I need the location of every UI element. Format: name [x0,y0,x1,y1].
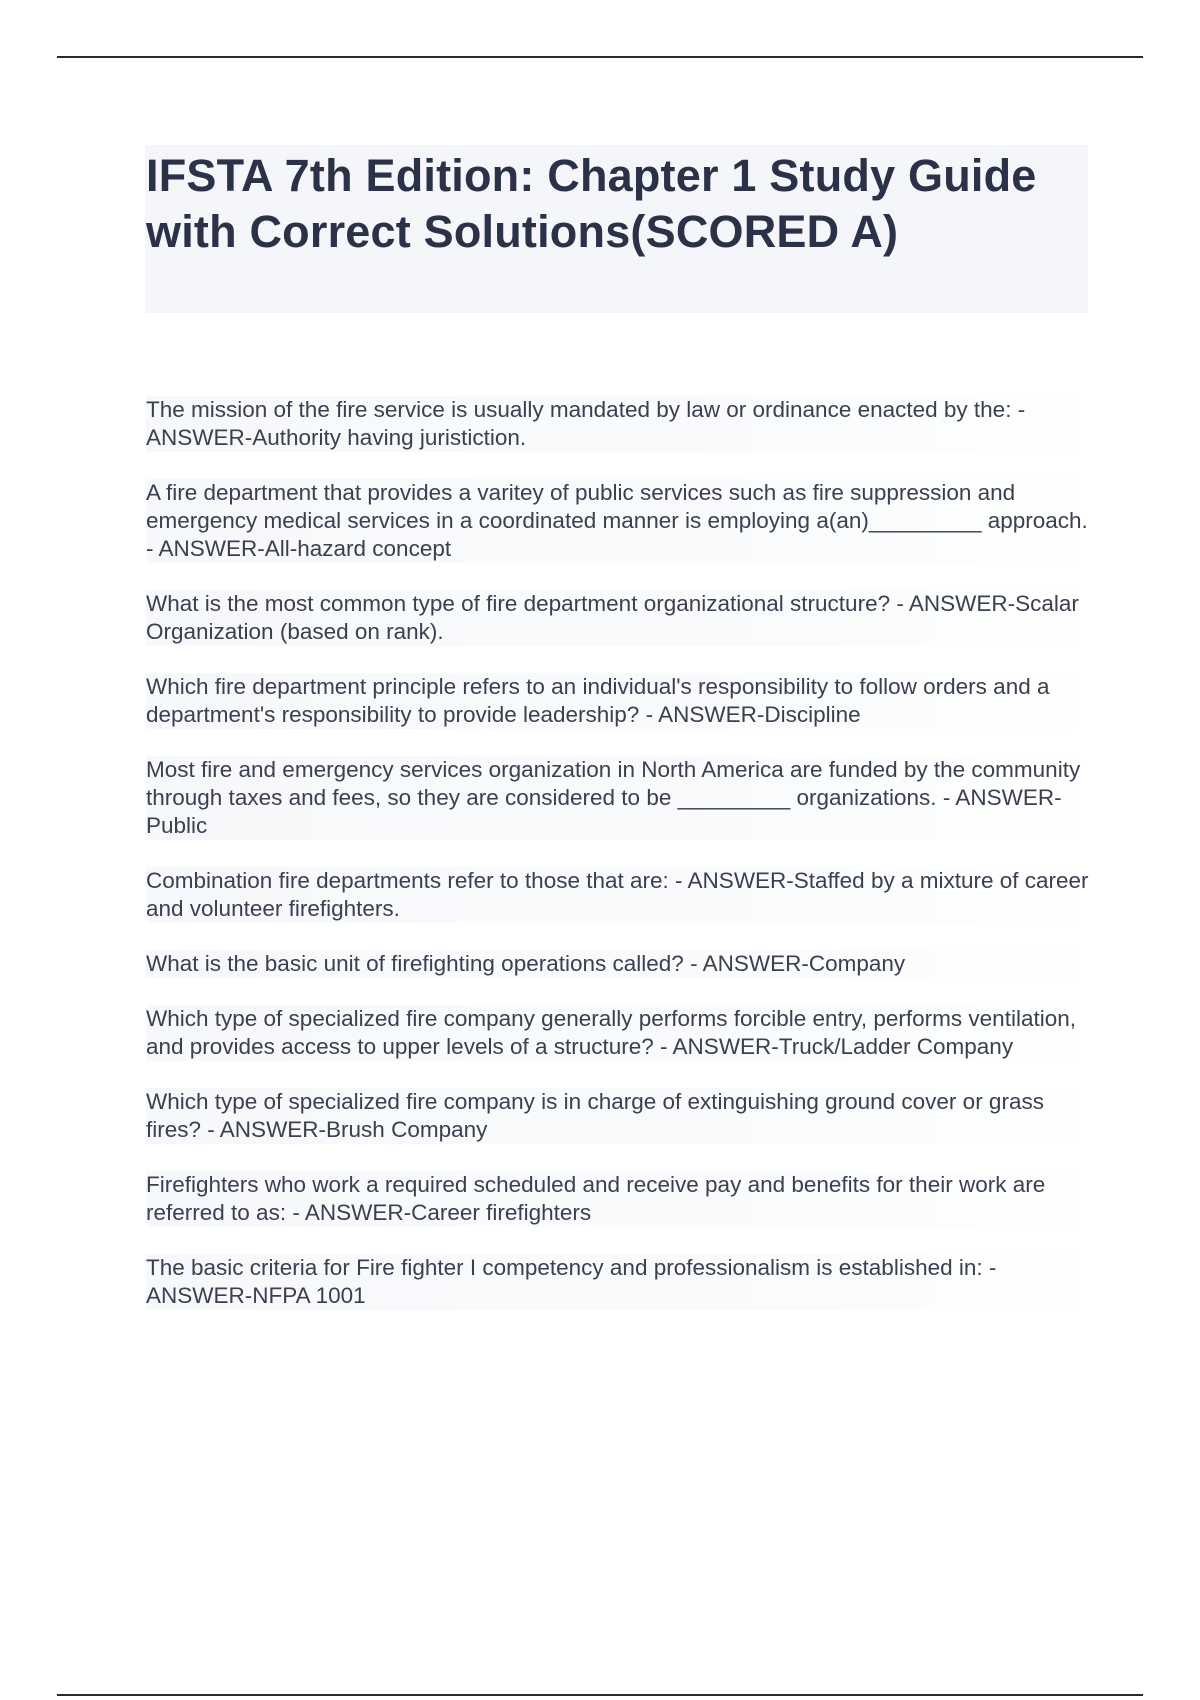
answer-text: - ANSWER-Discipline [645,702,861,727]
question-text: The basic criteria for Fire fighter I competency and professionalism is established in: [146,1255,983,1280]
answer-text: - ANSWER-Brush Company [207,1117,488,1142]
question-text: Which type of specialized fire company is in charge of extinguishing ground cover or grass fires? [146,1089,1044,1142]
answer-text: - ANSWER-Public [146,785,1062,838]
question-text: Combination fire departments refer to those that are: [146,868,669,893]
answer-text: - ANSWER-Career firefighters [292,1200,592,1225]
question-text: Most fire and emergency services organization in North America are funded by the community through taxes and fees, so they are considered to be _________ organizations. [146,757,1081,810]
qa-item [146,479,1096,563]
qa-item [146,1254,1096,1310]
qa-item [146,867,1096,923]
answer-text: - ANSWER-Company [690,951,906,976]
answer-text: - ANSWER-All-hazard concept [146,536,452,561]
qa-item [146,950,1096,978]
page-title: IFSTA 7th Edition: Chapter 1 Study Guide with Correct Solutions(SCORED A) [146,150,1037,257]
question-text: The mission of the fire service is usually mandated by law or ordinance enacted by the: [146,397,1012,422]
answer-text: - ANSWER-Authority having juristiction. [146,397,1026,450]
qa-item [146,756,1096,840]
question-text: A fire department that provides a varitey of public services such as fire suppression and emergency medical services in a coordinated manner is employing a(an)_________ approach. [146,480,1088,533]
answer-text: - ANSWER-NFPA 1001 [146,1255,997,1308]
question-text: What is the basic unit of firefighting operations called? [146,951,684,976]
answer-text: - ANSWER-Truck/Ladder Company [660,1034,1014,1059]
qa-item [146,1171,1096,1227]
qa-item [146,590,1096,646]
answer-text: - ANSWER-Staffed by a mixture of career and volunteer firefighters. [146,868,1089,921]
answer-text: - ANSWER-Scalar Organization (based on rank). [146,591,1079,644]
question-text: Which type of specialized fire company generally performs forcible entry, performs ventilation, and provides access to upper levels of a structure? [146,1006,1076,1059]
question-text: What is the most common type of fire department organizational structure? [146,591,891,616]
qa-item [146,396,1096,452]
qa-item [146,1005,1096,1061]
qa-item [146,1088,1096,1144]
qa-list [146,396,1096,1337]
question-text: Which fire department principle refers to an individual's responsibility to follow orders and a department's responsibility to provide leadership? [146,674,1050,727]
bottom-divider [57,1694,1143,1696]
top-divider [57,56,1143,58]
qa-item [146,673,1096,729]
question-text: Firefighters who work a required scheduled and receive pay and benefits for their work are referred to as: [146,1172,1046,1225]
